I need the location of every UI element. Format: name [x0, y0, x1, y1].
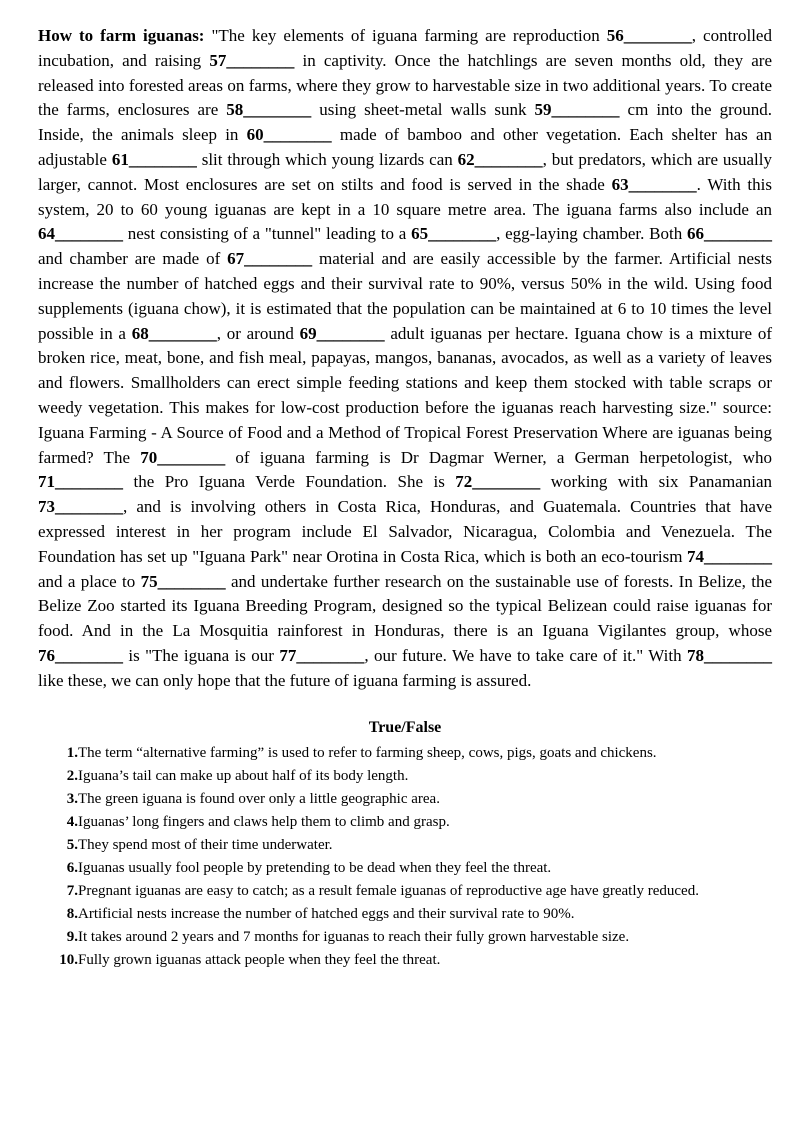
true-false-item [52, 949, 772, 972]
item-number: 5. [66, 836, 78, 853]
passage-text: , but predators, which are usually larger, cannot. Most enclosures are set on stilts and food is served in the shade [38, 149, 772, 194]
passage-text: adult iguanas per hectare. Iguana chow is a mixture of broken rice, meat, bone, and fish meal, papayas, mangos, bananas, avocados, as well as a variety of leaves and flowers. Smallholders can erect simple feeding stations and keep them stocked with table scraps or weedy vegetation. This makes for low-cost production before the iguanas reach harvesting size." source: Iguana Farming - A Source of Food and a Method of Tropical Forest Preservation Where are iguanas being farmed? The [38, 323, 772, 467]
blank-69[interactable]: 69________ [299, 323, 385, 343]
item-number: 2. [66, 767, 78, 784]
item-number: 4. [66, 813, 78, 830]
item-statement: The green iguana is found over only a little geographic area. [78, 790, 440, 807]
true-false-item [52, 903, 772, 926]
blank-66[interactable]: 66________ [687, 224, 772, 244]
blank-78[interactable]: 78________ [687, 645, 772, 665]
passage-text: of iguana farming is Dr Dagmar Werner, a German herpetologist, who [225, 447, 772, 467]
passage-text: made of bamboo and other vegetation. Each shelter has an adjustable [38, 125, 772, 169]
passage-text: and chamber are made of [38, 249, 228, 269]
item-statement: They spend most of their time underwater. [78, 836, 333, 853]
item-statement: Pregnant iguanas are easy to catch; as a result female iguanas of reproductive age have greatly reduced. [78, 882, 699, 899]
true-false-item [52, 834, 772, 857]
true-false-item [52, 788, 772, 811]
blank-74[interactable]: 74________ [687, 546, 772, 566]
item-number: 6. [66, 859, 78, 876]
blank-72[interactable]: 72________ [455, 472, 541, 492]
passage-text: is "The iguana is our [123, 645, 280, 665]
blank-75[interactable]: 75________ [140, 571, 226, 591]
true-false-item [52, 742, 772, 765]
true-false-item [52, 926, 772, 949]
item-number: 8. [66, 905, 78, 922]
item-statement: Iguanas usually fool people by pretending to be dead when they feel the threat. [78, 859, 552, 876]
item-statement: It takes around 2 years and 7 months for iguanas to reach their fully grown harvestable size. [78, 928, 630, 945]
passage-text: , controlled incubation, and raising [38, 26, 772, 70]
passage-text: , our future. We have to take care of it." With [364, 645, 687, 665]
blank-77[interactable]: 77________ [279, 645, 365, 665]
passage-text: cm into the ground. Inside, the animals sleep in [38, 100, 772, 145]
item-statement: Iguana’s tail can make up about half of its body length. [78, 767, 409, 784]
item-number: 3. [66, 790, 78, 807]
item-number: 1. [66, 744, 78, 761]
true-false-item [52, 765, 772, 788]
blank-70[interactable]: 70________ [140, 447, 226, 467]
blank-57[interactable]: 57________ [209, 50, 295, 70]
passage-text: , and is involving others in Costa Rica, Honduras, and Guatemala. Countries that have expressed interest in her program include El Salvador, Nicaragua, Colombia and Venezuela. The Foundation has set up "Iguana Park" near Orotina in Costa Rica, which is both an eco-tourism [38, 497, 772, 566]
item-number: 9. [66, 928, 78, 945]
blank-67[interactable]: 67________ [227, 249, 313, 269]
passage-text: . With this system, 20 to 60 young iguanas are kept in a 10 square metre area. The iguana farms also include an [38, 174, 772, 219]
passage-text: , or around [216, 323, 300, 343]
true-false-item [52, 880, 772, 903]
passage-heading: How to farm iguanas: [38, 26, 205, 45]
blank-73[interactable]: 73________ [38, 497, 123, 517]
blank-56[interactable]: 56________ [606, 26, 692, 45]
passage-text: material and are easily accessible by the farmer. Artificial nests increase the number of hatched eggs and their survival rate to 90%, versus 50% in the wild. Using food supplements (iguana chow), it is estimated that the population can be maintained at 6 to 10 times the level possible in a [38, 249, 773, 343]
blank-61[interactable]: 61________ [111, 149, 197, 169]
blank-63[interactable]: 63________ [611, 174, 697, 194]
passage-text: using sheet-metal walls sunk [311, 100, 535, 120]
blank-62[interactable]: 62________ [457, 149, 543, 169]
true-false-title: True/False [368, 718, 442, 736]
blank-71[interactable]: 71________ [38, 472, 123, 492]
passage-text: , egg-laying chamber. Both [496, 224, 687, 244]
blank-58[interactable]: 58________ [226, 100, 312, 120]
item-statement: The term “alternative farming” is used to refer to farming sheep, cows, pigs, goats and chickens. [78, 744, 657, 761]
passage-text: and a place to [38, 571, 141, 591]
passage-text: nest consisting of a "tunnel" leading to a [123, 224, 412, 244]
true-false-item [52, 811, 772, 834]
item-statement: Artificial nests increase the number of hatched eggs and their survival rate to 90%. [78, 905, 575, 922]
blank-59[interactable]: 59________ [534, 100, 620, 120]
blank-65[interactable]: 65________ [411, 224, 497, 244]
passage-text: slit through which young lizards can [196, 149, 458, 169]
item-number: 7. [66, 882, 78, 899]
item-statement: Iguanas’ long fingers and claws help them to climb and grasp. [78, 813, 450, 830]
cloze-passage [38, 24, 772, 694]
blank-68[interactable]: 68________ [131, 323, 217, 343]
passage-text: and undertake further research on the sustainable use of forests. In Belize, the Belize Zoo started its Iguana Breeding Program, designed so the typical Belizean could raise iguanas for food. And in the La Mosquitia rainforest in Honduras, there is an Iguana Vigilantes group, whose [38, 571, 772, 641]
true-false-item [52, 857, 772, 880]
passage-text: the Pro Iguana Verde Foundation. She is [123, 472, 456, 492]
true-false-list [38, 742, 772, 972]
passage-text: like these, we can only hope that the future of iguana farming is assured. [38, 670, 532, 690]
blank-64[interactable]: 64________ [38, 224, 123, 244]
passage-text: working with six Panamanian [540, 472, 772, 492]
blank-60[interactable]: 60________ [246, 125, 332, 145]
item-statement: Fully grown iguanas attack people when they feel the threat. [78, 951, 441, 968]
passage-body [38, 26, 772, 690]
passage-text: "The key elements of iguana farming are reproduction [204, 26, 607, 45]
passage-text: in captivity. Once the hatchlings are seven months old, they are released into forested areas on farms, where they grow to harvestable size in two additional years. To create the farms, enclosures are [38, 50, 772, 120]
item-number: 10. [59, 951, 78, 968]
blank-76[interactable]: 76________ [38, 645, 123, 665]
